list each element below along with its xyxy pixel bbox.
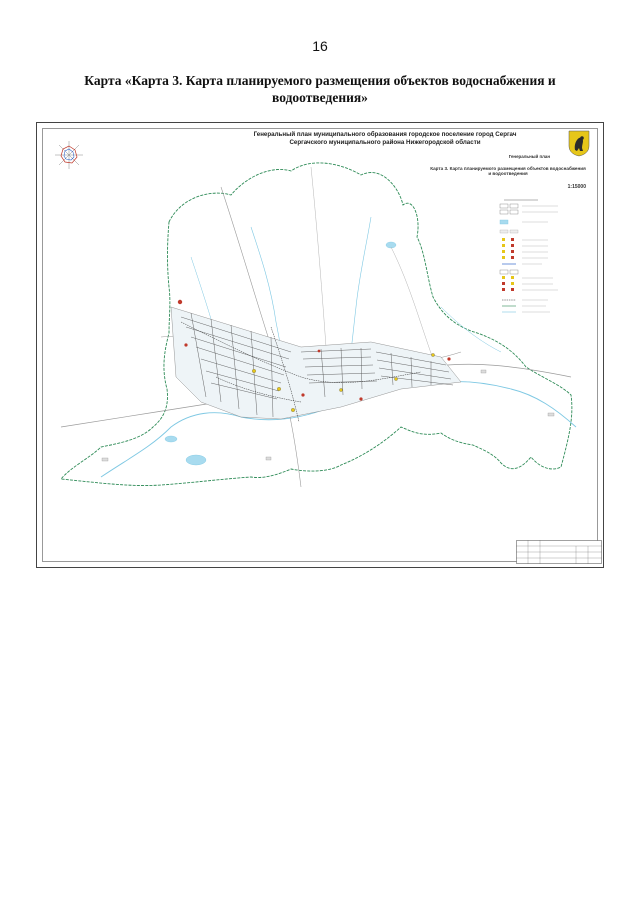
coat-of-arms-icon	[568, 130, 590, 157]
map-title	[220, 131, 550, 146]
map-legend	[498, 198, 590, 318]
page-number: 16	[312, 38, 328, 54]
wind-rose-icon	[55, 141, 83, 169]
map-scale: 1:15000	[567, 184, 586, 190]
figure-caption: Карта «Карта 3. Карта планируемого размещения объектов водоснабжения и водоотведения»	[84, 73, 556, 105]
map-title-line2: Сергачского муниципального района Нижегородской области	[289, 138, 481, 146]
urban-area	[171, 307, 461, 419]
title-block-stamp	[516, 540, 602, 564]
sheet-title: Карта 3. Карта планируемого размещения объектов водоснабжения и водоотведения	[430, 166, 586, 177]
municipal-boundary	[61, 163, 572, 486]
map-drawing	[41, 127, 599, 563]
map-subtitle: Генеральный план	[508, 154, 550, 159]
map-title-line1: Генеральный план муниципального образования городское поселение город Сергач	[253, 131, 517, 138]
